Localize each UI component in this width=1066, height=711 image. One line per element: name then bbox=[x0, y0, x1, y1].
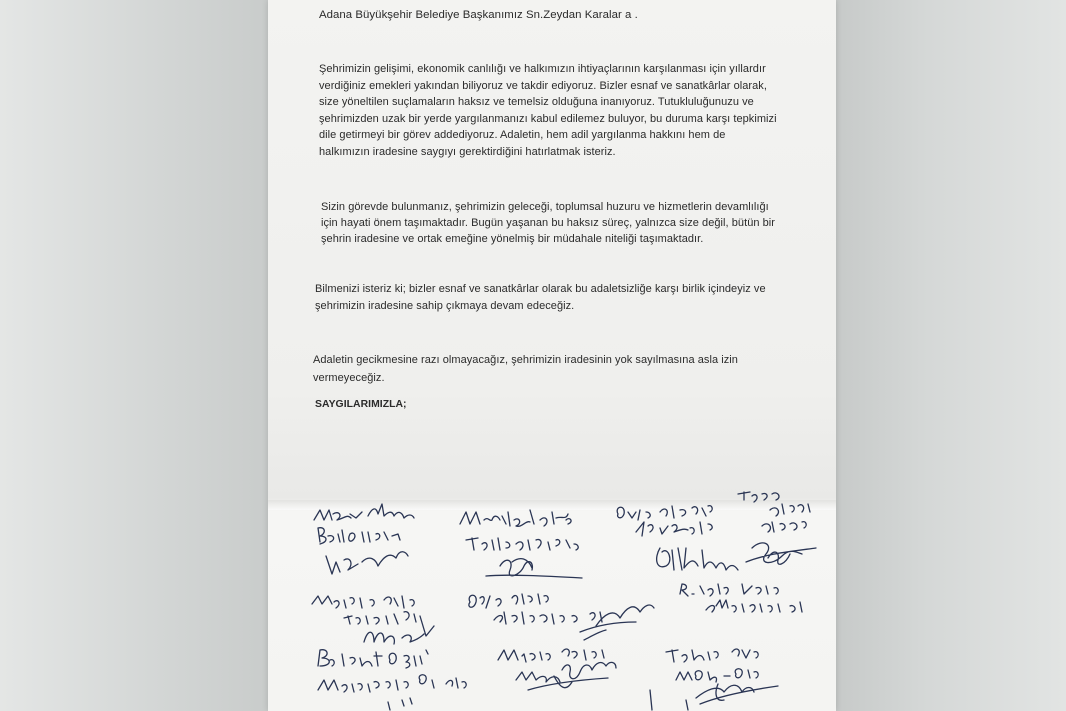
closing: SAYGILARIMIZLA; bbox=[315, 399, 407, 410]
paragraph1-line6: halkımızın iradesine saygıyı gerektirdiğini hatırlatmak isteriz. bbox=[319, 146, 616, 158]
signature-5 bbox=[312, 596, 434, 644]
signature-6 bbox=[469, 594, 654, 640]
paragraph4-line1: Adaletin gecikmesine razı olmayacağız, şehrimizin iradesinin yok sayılmasına asla izin bbox=[313, 354, 738, 366]
signature-8 bbox=[318, 650, 466, 710]
signature-7 bbox=[680, 584, 802, 612]
paragraph1-line5: dile getirmeyi bir görev addediyoruz. Adaletin, hem adil yargılanma hakkını hem de bbox=[319, 129, 726, 141]
signature-10 bbox=[650, 649, 778, 710]
paragraph2-line1: Sizin görevde bulunmanız, şehrimizin geleceği, toplumsal huzuru ve hizmetlerin devamlılığı bbox=[321, 201, 769, 213]
paragraph3-line1: Bilmenizi isteriz ki; bizler esnaf ve sanatkârlar olarak bu adaletsizliğe karşı birlik içindeyiz ve bbox=[315, 283, 766, 295]
signature-9 bbox=[498, 649, 616, 690]
signature-4 bbox=[738, 492, 816, 564]
paragraph2-line2: için hayati önem taşımaktadır. Bugün yaşanan bu haksız süreç, yalnızca size değil, bütün bir bbox=[321, 217, 776, 229]
salutation: Adana Büyükşehir Belediye Başkanımız Sn.Zeydan Karalar a . bbox=[319, 9, 638, 21]
paragraph3-line2: şehrimizin iradesine sahip çıkmaya devam edeceğiz. bbox=[315, 300, 575, 312]
paragraph1-line2: verdiğiniz emekleri yakından biliyoruz ve takdir ediyoruz. Bizler esnaf ve sanatkârlar olarak, bbox=[319, 80, 767, 92]
paragraph4-line2: vermeyeceğiz. bbox=[313, 372, 385, 384]
signature-2 bbox=[460, 510, 582, 578]
paragraph2-line3: şehrin iradesine ve ortak emeğine yönelmiş bir müdahale niteliği taşımaktadır. bbox=[321, 233, 704, 245]
paragraph1-line1: Şehrimizin gelişimi, ekonomik canlılığı ve halkımızın ihtiyaçlarının karşılanması için yıllardır bbox=[319, 63, 766, 75]
signature-1 bbox=[314, 504, 414, 574]
paragraph1-line4: şehrimizden uzak bir yerde yargılanmanızı kabul edilemez buluyor, bu duruma karşı tepkimizi bbox=[319, 113, 777, 125]
signature-3 bbox=[617, 506, 738, 570]
paragraph1-line3: size yöneltilen suçlamaların haksız ve temelsiz olduğuna inanıyoruz. Tutukluluğunuzu ve bbox=[319, 96, 754, 108]
